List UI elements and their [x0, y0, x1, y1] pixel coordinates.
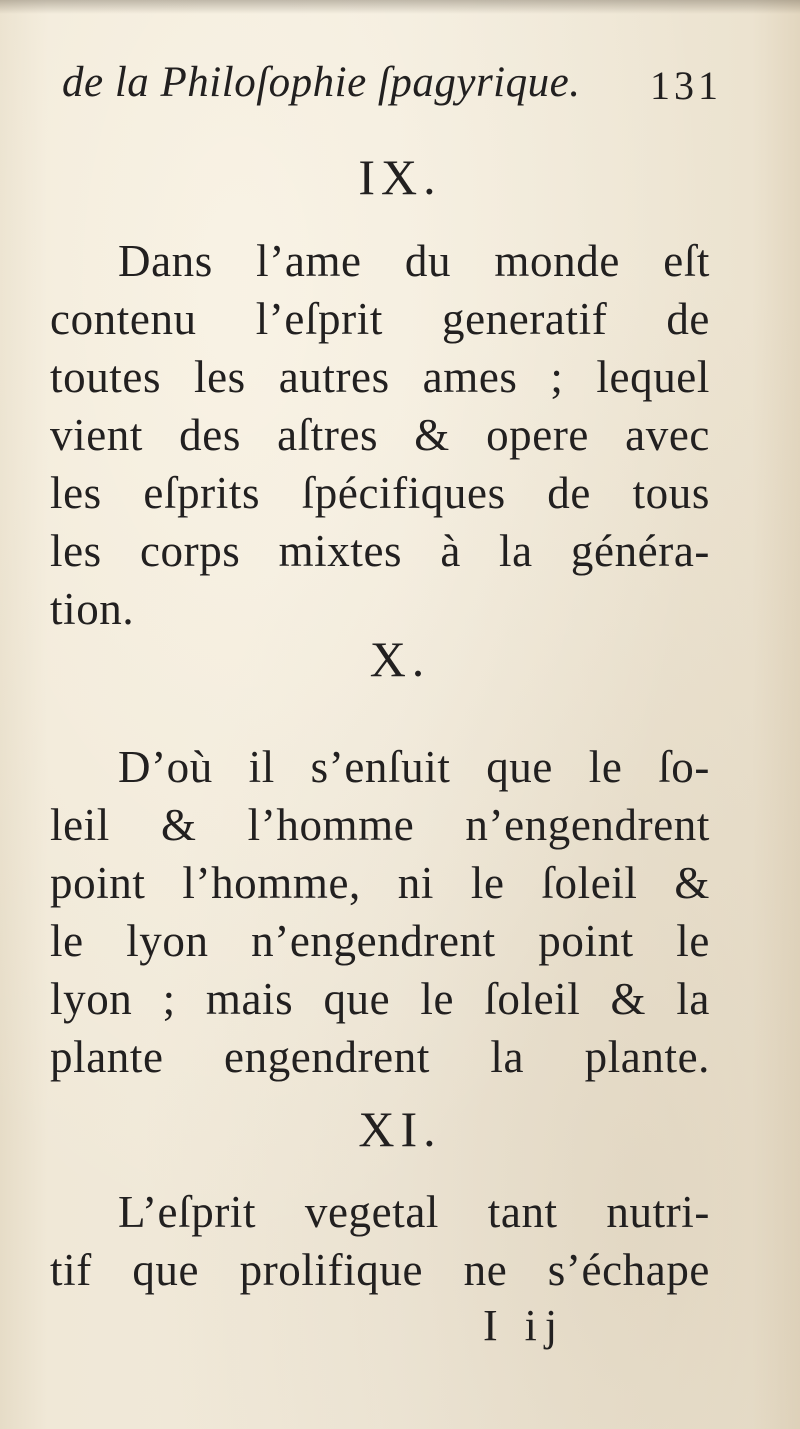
text-line: leil & l’homme n’engendrent	[50, 800, 710, 850]
page-number: 131	[650, 63, 722, 108]
text-line: le lyon n’engendrent point le	[50, 916, 710, 966]
running-title: de la Philoſophie ſpagyrique.	[62, 59, 581, 106]
section-number-xi: XI.	[358, 1101, 442, 1157]
text-line: lyon ; mais que le ſoleil & la	[50, 974, 710, 1024]
text-line: contenu l’eſprit generatif de	[50, 294, 710, 344]
running-header	[62, 58, 722, 118]
text-line: Dans l’ame du monde eſt	[118, 236, 710, 286]
text-line: les eſprits ſpécifiques de tous	[50, 468, 710, 518]
paragraph-ix	[50, 232, 710, 638]
text-line: point l’homme, ni le ſoleil &	[50, 858, 710, 908]
text-line: toutes les autres ames ; lequel	[50, 352, 710, 402]
signature-mark: I ij	[483, 1301, 566, 1350]
page-edge-shadow	[0, 0, 800, 14]
section-number-ix: IX.	[358, 149, 442, 205]
text-line: plante engendrent la plante.	[50, 1032, 710, 1082]
text-line: les corps mixtes à la généra-	[50, 526, 710, 576]
text-line: vient des aſtres & opere avec	[50, 410, 710, 460]
text-line: L’eſprit vegetal tant nutri-	[118, 1187, 710, 1237]
text-line: tion.	[50, 584, 135, 634]
paragraph-x	[50, 738, 710, 1086]
section-number-x: X.	[369, 631, 431, 687]
paragraph-xi	[50, 1183, 710, 1299]
text-line: D’où il s’enſuit que le ſo-	[118, 742, 710, 792]
text-line: tif que prolifique ne s’échape	[50, 1245, 710, 1295]
